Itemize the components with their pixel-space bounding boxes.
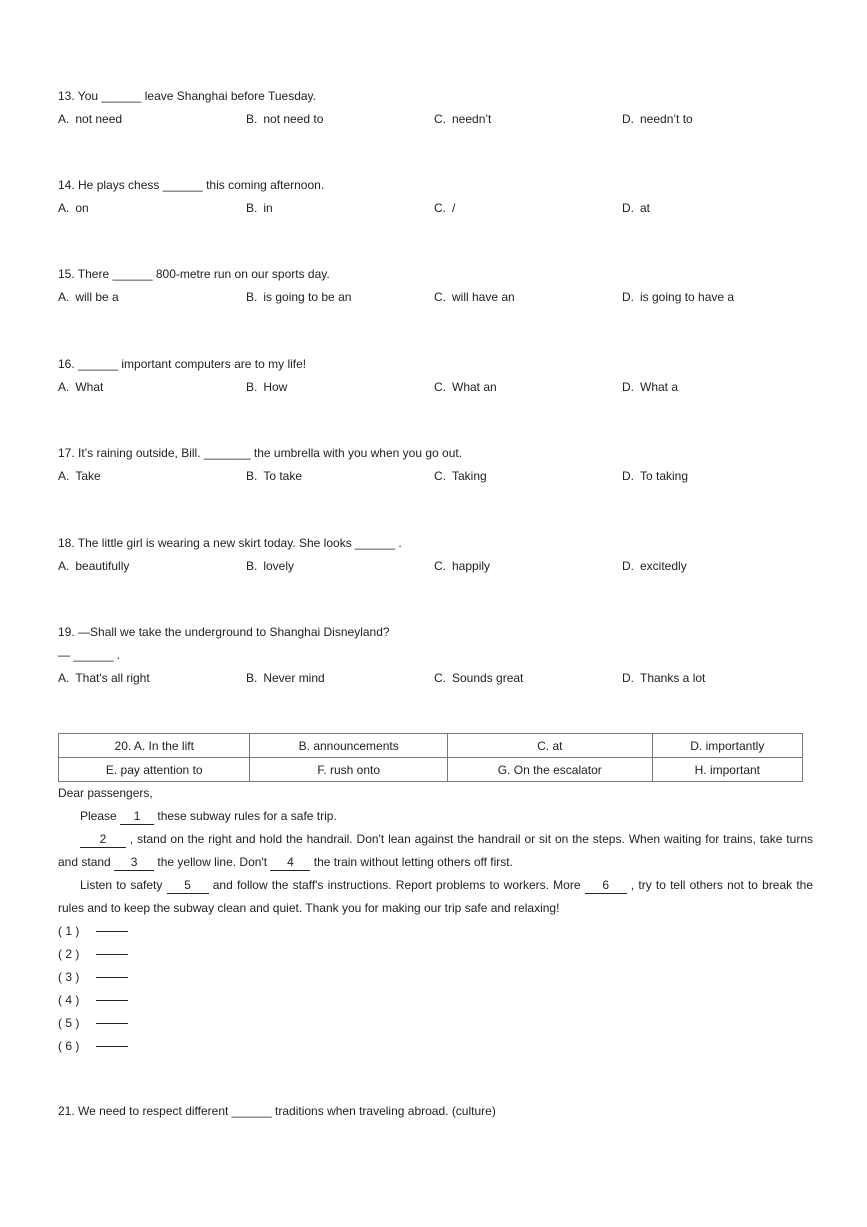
option-c[interactable]: C. What an	[434, 380, 497, 394]
option-b[interactable]: B. not need to	[246, 112, 324, 126]
blank-3: 3	[114, 854, 154, 871]
answer-blank[interactable]	[96, 1023, 128, 1024]
options-row	[58, 197, 818, 220]
blank-2: 2	[80, 831, 126, 848]
table-row	[59, 734, 803, 758]
question-18	[58, 532, 818, 578]
option-c[interactable]: C. needn’t	[434, 112, 492, 126]
options-row	[58, 286, 818, 309]
answer-row: ( 1 )	[58, 920, 813, 943]
option-a[interactable]: A. That's all right	[58, 671, 150, 685]
table-cell: 20. A. In the lift	[59, 734, 250, 758]
option-b[interactable]: B. How	[246, 380, 288, 394]
option-d[interactable]: D. excitedly	[622, 559, 687, 573]
answer-blank[interactable]	[96, 954, 128, 955]
question-stem: 13. You ______ leave Shanghai before Tuesday.	[58, 89, 316, 103]
table-cell: D. importantly	[652, 734, 802, 758]
question-21: 21. We need to respect different ______ traditions when traveling abroad. (culture)	[58, 1104, 496, 1118]
blank-6: 6	[585, 877, 627, 894]
word-bank-table	[58, 733, 803, 782]
table-cell: B. announcements	[250, 734, 448, 758]
option-b[interactable]: B. lovely	[246, 559, 295, 573]
options-row	[58, 465, 818, 488]
question-stem: 15. There ______ 800-metre run on our sports day.	[58, 267, 330, 281]
table-row	[59, 758, 803, 782]
table-cell: E. pay attention to	[59, 758, 250, 782]
option-a[interactable]: A. will be a	[58, 290, 119, 304]
question-19	[58, 621, 818, 690]
table-cell: H. important	[652, 758, 802, 782]
greeting: Dear passengers,	[58, 786, 153, 800]
option-a[interactable]: A. on	[58, 201, 89, 215]
blank-4: 4	[270, 854, 310, 871]
cloze-passage	[58, 782, 813, 1058]
options-row	[58, 555, 818, 578]
question-13	[58, 85, 818, 131]
question-17	[58, 442, 818, 488]
option-d[interactable]: D. Thanks a lot	[622, 671, 706, 685]
option-a[interactable]: A. What	[58, 380, 104, 394]
option-b[interactable]: B. is going to be an	[246, 290, 352, 304]
question-16	[58, 353, 818, 399]
option-d[interactable]: D. needn’t to	[622, 112, 693, 126]
option-c[interactable]: C. Sounds great	[434, 671, 524, 685]
option-c[interactable]: C. Taking	[434, 469, 487, 483]
option-d[interactable]: D. What a	[622, 380, 679, 394]
question-stem-reply: — ______ .	[58, 648, 121, 662]
question-stem: 14. He plays chess ______ this coming afternoon.	[58, 178, 325, 192]
question-15	[58, 263, 818, 309]
option-a[interactable]: A. Take	[58, 469, 101, 483]
option-a[interactable]: A. not need	[58, 112, 123, 126]
option-d[interactable]: D. is going to have a	[622, 290, 735, 304]
options-row	[58, 667, 818, 690]
question-stem: 16. ______ important computers are to my life!	[58, 357, 307, 371]
question-14	[58, 174, 818, 220]
answer-lines	[58, 920, 813, 1058]
question-stem: 17. It’s raining outside, Bill. _______ the umbrella with you when you go out.	[58, 446, 463, 460]
question-stem: 19. —Shall we take the underground to Shanghai Disneyland?	[58, 625, 390, 639]
paragraph-1: Please 1 these subway rules for a safe trip.	[80, 809, 337, 823]
answer-row: ( 3 )	[58, 966, 813, 989]
option-b[interactable]: B. in	[246, 201, 273, 215]
option-a[interactable]: A. beautifully	[58, 559, 130, 573]
options-row	[58, 376, 818, 399]
option-b[interactable]: B. Never mind	[246, 671, 325, 685]
answer-blank[interactable]	[96, 1000, 128, 1001]
answer-row: ( 4 )	[58, 989, 813, 1012]
option-c[interactable]: C. happily	[434, 559, 491, 573]
answer-row: ( 5 )	[58, 1012, 813, 1035]
option-b[interactable]: B. To take	[246, 469, 303, 483]
question-stem: 18. The little girl is wearing a new skirt today. She looks ______ .	[58, 536, 402, 550]
paragraph-3: Listen to safety 5 and follow the staff's instructions. Report problems to workers. More 6 , try to tell others not to break the rules and to keep the subway clean and quiet. Thank you for making our trip safe and relaxing!	[58, 878, 814, 915]
answer-blank[interactable]	[96, 931, 128, 932]
blank-5: 5	[167, 877, 209, 894]
options-row	[58, 108, 818, 131]
answer-row: ( 2 )	[58, 943, 813, 966]
option-c[interactable]: C. will have an	[434, 290, 515, 304]
table-cell: C. at	[447, 734, 652, 758]
option-d[interactable]: D. To taking	[622, 469, 689, 483]
option-d[interactable]: D. at	[622, 201, 651, 215]
paragraph-2: 2 , stand on the right and hold the handrail. Don't lean against the handrail or sit on the steps. When waiting for trains, take turns and stand 3 the yellow line. Don't 4 the train without letting others off first.	[58, 832, 813, 869]
answer-blank[interactable]	[96, 977, 128, 978]
table-cell: G. On the escalator	[447, 758, 652, 782]
blank-1: 1	[120, 808, 154, 825]
option-c[interactable]: C. /	[434, 201, 456, 215]
answer-blank[interactable]	[96, 1046, 128, 1047]
table-cell: F. rush onto	[250, 758, 448, 782]
answer-row: ( 6 )	[58, 1035, 813, 1058]
